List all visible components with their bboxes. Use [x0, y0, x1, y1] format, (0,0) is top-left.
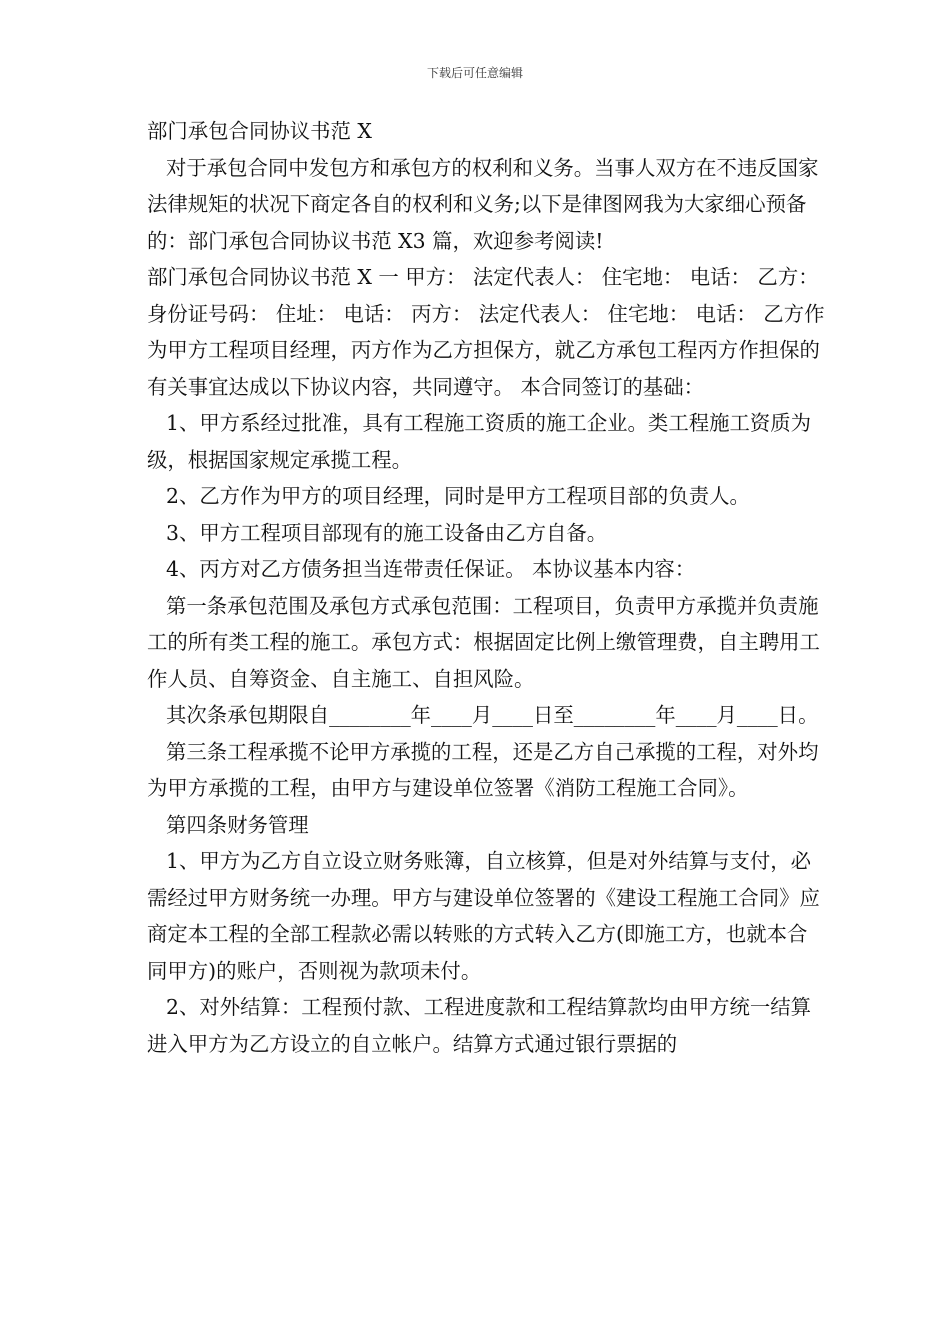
- paragraph-parties: 部门承包合同协议书范 X 一 甲方： 法定代表人： 住宅地： 电话： 乙方： 身份证号码： 住址： 电话： 丙方： 法定代表人： 住宅地： 电话： 乙方作为甲方工程项目经理，丙方作为乙方担保方，就乙方承包工程丙方作担保的有关事宜达成以下协议内容，共同遵守。 本合同签订的基础：: [147, 265, 825, 399]
- paragraph-finance-2: 2、对外结算：工程预付款、工程进度款和工程结算款均由甲方统一结算进入甲方为乙方设立的自立帐户。结算方式通过银行票据的: [147, 995, 812, 1056]
- paragraph-basis-4: 4、丙方对乙方债务担当连带责任保证。 本协议基本内容：: [165, 557, 696, 581]
- paragraph-finance-1: 1、甲方为乙方自立设立财务账簿，自立核算，但是对外结算与支付，必需经过甲方财务统一办理。甲方与建设单位签署的《建设工程施工合同》应商定本工程的全部工程款必需以转账的方式转入乙方(即施工方，也就本合同甲方)的账户，否则视为款项未付。: [147, 849, 820, 983]
- document-title: 部门承包合同协议书范 X: [147, 119, 372, 143]
- paragraph-article-3: 第三条工程承揽不论甲方承揽的工程，还是乙方自己承揽的工程，对外均为甲方承揽的工程，由甲方与建设单位签署《消防工程施工合同》。: [147, 739, 819, 800]
- paragraph-article-4-heading: 第四条财务管理: [165, 812, 309, 837]
- document-body: [147, 113, 827, 1062]
- paragraph-basis-3: 3、甲方工程项目部现有的施工设备由乙方自备。: [165, 520, 608, 545]
- paragraph-basis-1: 1、甲方系经过批准，具有工程施工资质的施工企业。类工程施工资质为级，根据国家规定承揽工程。: [147, 411, 812, 472]
- paragraph-article-2: 其次条承包期限自________年____月____日至________年____月____日。: [165, 703, 819, 727]
- paragraph-intro: 对于承包合同中发包方和承包方的权利和义务。当事人双方在不违反国家法律规矩的状况下商定各自的权利和义务;以下是律图网我为大家细心预备的：部门承包合同协议书范 X3 篇，欢迎参考阅读!: [147, 155, 819, 253]
- page-header-note: 下载后可任意编辑: [426, 66, 523, 80]
- paragraph-article-1: 第一条承包范围及承包方式承包范围：工程项目，负责甲方承揽并负责施工的所有类工程的施工。承包方式：根据固定比例上缴管理费，自主聘用工作人员、自筹资金、自主施工、自担风险。: [147, 593, 820, 691]
- paragraph-basis-2: 2、乙方作为甲方的项目经理，同时是甲方工程项目部的负责人。: [165, 484, 750, 508]
